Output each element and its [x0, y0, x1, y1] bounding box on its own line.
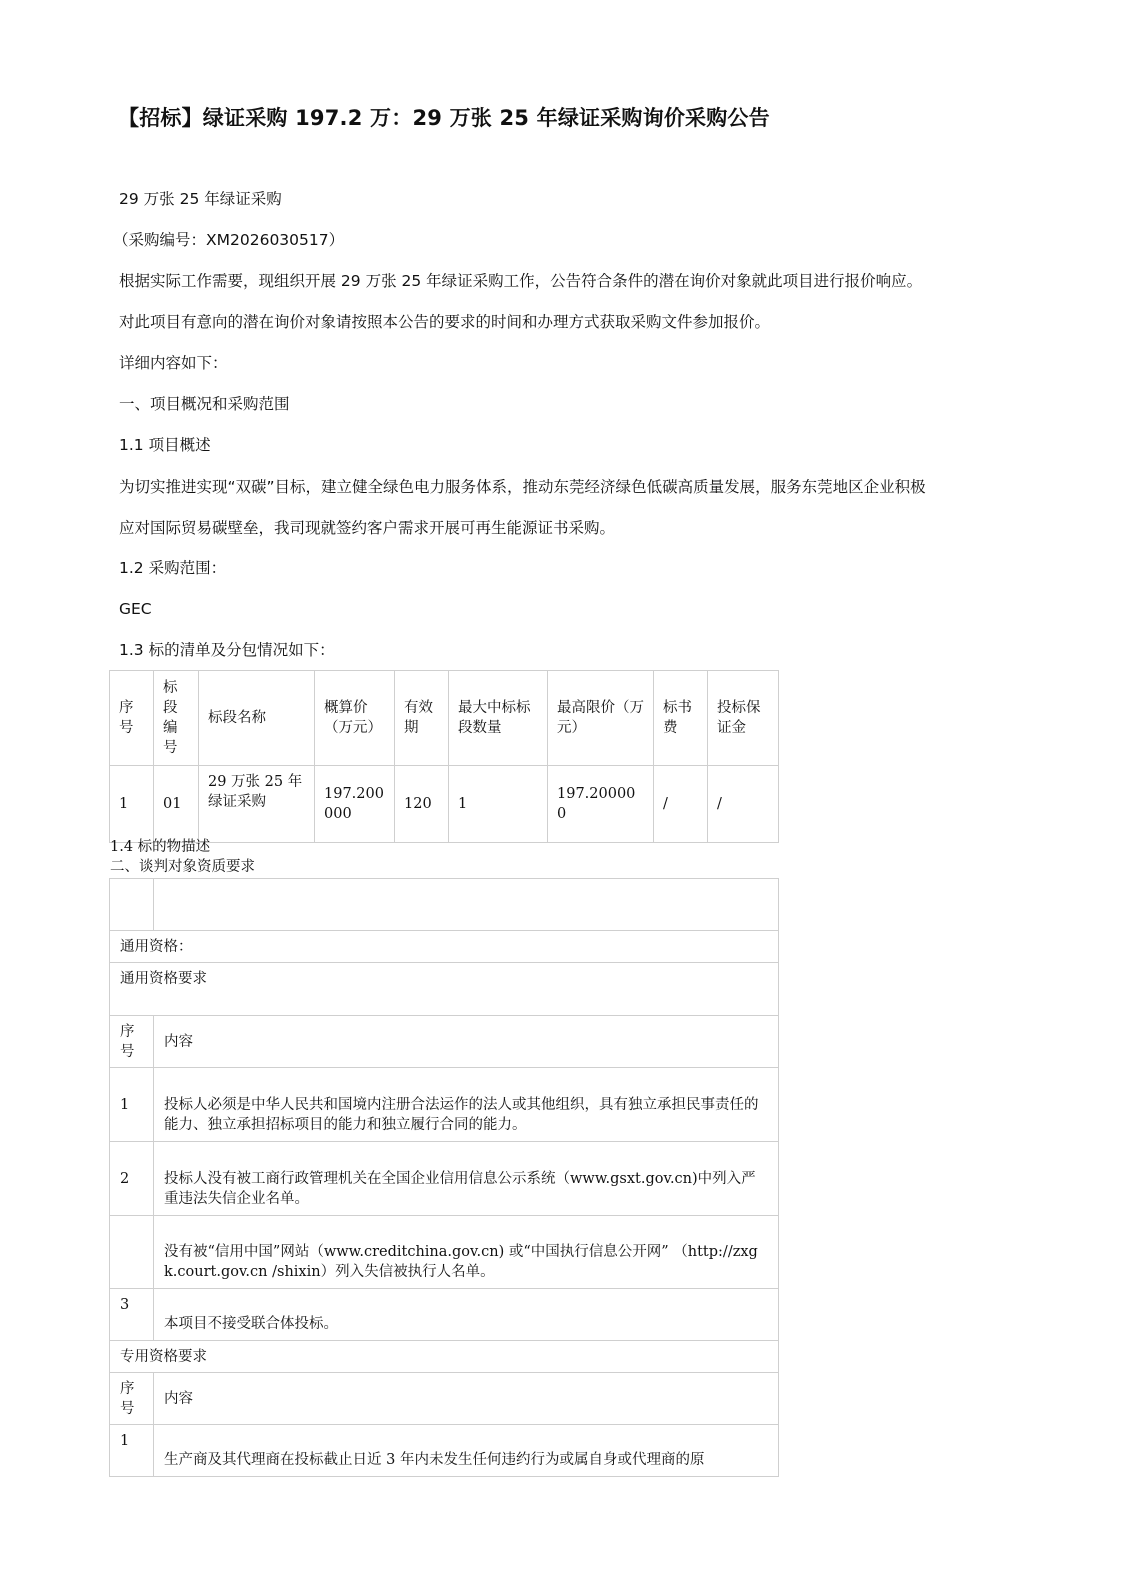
procurement-number: （采购编号：XM2026030517）	[113, 231, 345, 249]
section-heading-1-4: 1.4 标的物描述	[110, 839, 211, 855]
table-cell: 1	[110, 766, 154, 843]
qualification-table	[109, 878, 779, 1477]
header-cell: 序号	[110, 671, 154, 766]
column-header-number: 序号	[110, 1016, 154, 1068]
section-heading-1-1: 1.1 项目概述	[119, 436, 211, 454]
section-heading-1-2: 1.2 采购范围：	[119, 559, 227, 577]
overview-line-2: 应对国际贸易碳壁垒，我司现就签约客户需求开展可再生能源证书采购。	[119, 519, 616, 537]
table-cell: 29 万张 25 年绿证采购	[199, 766, 315, 843]
general-qualification-label: 通用资格：	[110, 931, 779, 963]
table-cell: 197.200000	[548, 766, 654, 843]
overview-line-1: 为切实推进实现“双碳”目标，建立健全绿色电力服务体系，推动东莞经济绿色低碳高质量发展，服务东莞地区企业积极	[119, 478, 926, 496]
table-cell: 197.200000	[315, 766, 395, 843]
section-heading-1: 一、项目概况和采购范围	[119, 395, 290, 413]
section-heading-2: 二、谈判对象资质要求	[110, 859, 255, 875]
table-cell	[110, 879, 154, 931]
item-content: 投标人必须是中华人民共和国境内注册合法运作的法人或其他组织，具有独立承担民事责任的能力、独立承担招标项目的能力和独立履行合同的能力。	[154, 1068, 779, 1142]
column-header-number: 序号	[110, 1373, 154, 1425]
table-row	[110, 1289, 779, 1341]
item-number	[110, 1216, 154, 1289]
header-cell: 标书费	[654, 671, 708, 766]
header-cell: 投标保证金	[708, 671, 779, 766]
table-cell: 120	[395, 766, 449, 843]
table-cell: 01	[154, 766, 199, 843]
table-row	[110, 766, 779, 843]
table-row	[110, 1341, 779, 1373]
table-cell: 1	[449, 766, 548, 843]
table-row	[110, 1068, 779, 1142]
project-name: 29 万张 25 年绿证采购	[119, 190, 282, 208]
item-number: 1	[110, 1068, 154, 1142]
document-title: 【招标】绿证采购 197.2 万：29 万张 25 年绿证采购询价采购公告	[118, 106, 770, 130]
item-content: 没有被“信用中国”网站（www.creditchina.gov.cn) 或“中国执行信息公开网” （http://zxgk.court.gov.cn /shixin）列入失信被执行人名单。	[154, 1216, 779, 1289]
header-cell: 最大中标标段数量	[449, 671, 548, 766]
table-row	[110, 1373, 779, 1425]
general-requirements-title: 通用资格要求	[110, 963, 779, 1016]
column-header-content: 内容	[154, 1373, 779, 1425]
item-number: 1	[110, 1425, 154, 1477]
table-row	[110, 1142, 779, 1216]
header-cell: 概算价（万元）	[315, 671, 395, 766]
lot-table-header-row	[110, 671, 779, 766]
header-cell: 有效期	[395, 671, 449, 766]
item-content: 生产商及其代理商在投标截止日近 3 年内未发生任何违约行为或属自身或代理商的原	[154, 1425, 779, 1477]
table-cell: /	[708, 766, 779, 843]
table-row	[110, 1425, 779, 1477]
column-header-content: 内容	[154, 1016, 779, 1068]
item-content: 投标人没有被工商行政管理机关在全国企业信用信息公示系统（www.gsxt.gov.cn)中列入严重违法失信企业名单。	[154, 1142, 779, 1216]
section-heading-1-3: 1.3 标的清单及分包情况如下：	[119, 641, 335, 659]
header-cell: 最高限价（万元）	[548, 671, 654, 766]
table-row	[110, 963, 779, 1016]
details-intro: 详细内容如下：	[119, 354, 228, 372]
intro-paragraph-2: 对此项目有意向的潜在询价对象请按照本公告的要求的时间和办理方式获取采购文件参加报价。	[119, 313, 771, 331]
table-row	[110, 1216, 779, 1289]
table-row	[110, 1016, 779, 1068]
table-row	[110, 931, 779, 963]
intro-paragraph-1: 根据实际工作需要，现组织开展 29 万张 25 年绿证采购工作，公告符合条件的潜在询价对象就此项目进行报价响应。	[119, 272, 923, 290]
table-cell	[154, 879, 779, 931]
item-content: 本项目不接受联合体投标。	[154, 1289, 779, 1341]
item-number: 2	[110, 1142, 154, 1216]
header-cell: 标段编号	[154, 671, 199, 766]
header-cell: 标段名称	[199, 671, 315, 766]
table-cell: /	[654, 766, 708, 843]
scope-text: GEC	[119, 600, 152, 618]
lot-table	[109, 670, 779, 843]
special-requirements-title: 专用资格要求	[110, 1341, 779, 1373]
item-number: 3	[110, 1289, 154, 1341]
table-row	[110, 879, 779, 931]
